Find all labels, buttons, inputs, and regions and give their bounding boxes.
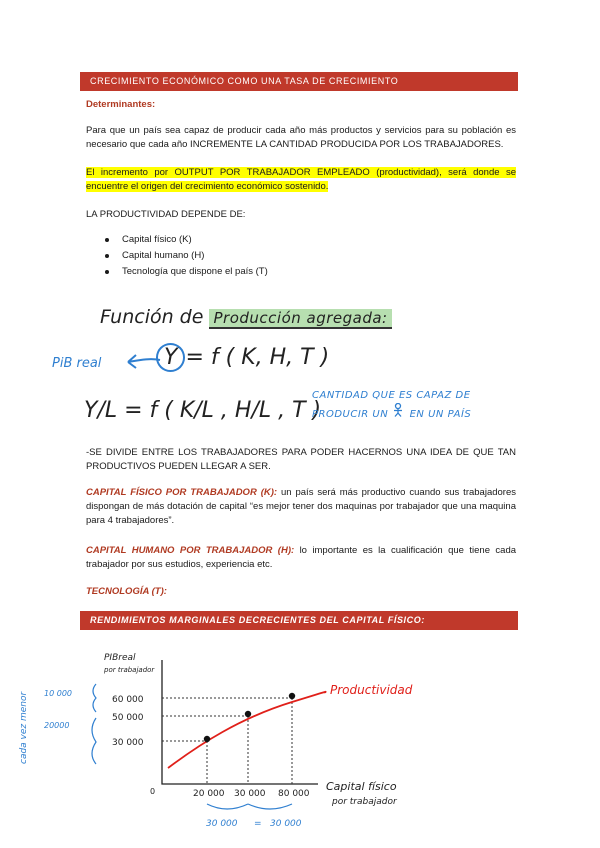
- productivity-chart: [0, 636, 600, 848]
- x-axis-label: Capital físico: [326, 780, 397, 793]
- funcion-prefix: Función de: [100, 306, 204, 328]
- y-axis-label: por trabajador: [104, 666, 155, 674]
- brace-mark: [207, 804, 248, 809]
- capital-humano-label: CAPITAL HUMANO POR TRABAJADOR (H):: [86, 545, 295, 556]
- list-item: Capital humano (H): [86, 248, 506, 264]
- side-note: cada vez menor: [19, 691, 29, 764]
- section-title: CRECIMIENTO ECONÓMICO COMO UNA TASA DE CRECIMIENTO: [90, 76, 399, 86]
- capital-fisico-label: CAPITAL FÍSICO POR TRABAJADOR (K):: [86, 487, 278, 498]
- brace-mark: [93, 684, 96, 712]
- determinantes-paragraph: Para que un país sea capaz de producir cada año más productos y servicios para su población es necesario que cada año INCREMENTE LA CANTIDAD PRODUCIDA POR LOS TRABAJADORES.: [86, 125, 516, 150]
- brace-label: 30 000: [206, 819, 238, 829]
- determinantes-heading: Determinantes:: [86, 99, 156, 110]
- pib-label: PiB real: [52, 356, 102, 371]
- y-tick-label: 30 000: [112, 738, 144, 748]
- list-item: Tecnología que dispone el país (T): [86, 264, 506, 280]
- section-header-2: [80, 611, 518, 630]
- y-tick-label: 60 000: [112, 695, 144, 705]
- brace-label: 30 000: [270, 819, 302, 829]
- output-y: Y: [156, 343, 185, 372]
- note-line-2: PRODUCIR UN: [312, 409, 389, 420]
- x-tick-label: 30 000: [234, 789, 266, 799]
- x-axis-label: por trabajador: [332, 797, 397, 807]
- brace-mark: [248, 804, 292, 809]
- section-2-title: RENDIMIENTOS MARGINALES DECRECIENTES DEL CAPITAL FÍSICO:: [90, 615, 425, 625]
- highlight-paragraph: [86, 166, 516, 194]
- section-header: [80, 72, 518, 91]
- x-tick-label: 20 000: [193, 789, 225, 799]
- capital-humano-paragraph: [86, 544, 516, 572]
- origin-label: 0: [150, 787, 156, 796]
- curve-label: Productividad: [330, 683, 413, 697]
- x-tick-label: 80 000: [278, 789, 310, 799]
- data-point: [245, 711, 251, 717]
- brace-mark: [92, 718, 96, 764]
- funcion-highlight: Producción agregada:: [209, 309, 391, 329]
- factors-list: [86, 232, 506, 280]
- equation-2: Y/L = f ( K/L , H/L , T ): [84, 398, 322, 423]
- brace-label: 20000: [44, 721, 70, 730]
- brace-label: 10 000: [44, 689, 72, 698]
- brace-label: =: [254, 819, 262, 829]
- productivity-curve: [168, 692, 326, 768]
- note-line-3: EN UN PAÍS: [409, 409, 472, 420]
- capital-humano-text: lo importante es la cualificación que tiene cada trabajador por sus estudios, experiencia etc.: [86, 545, 517, 570]
- equation-1-rhs: = f ( K, H, T ): [185, 345, 330, 370]
- y-axis-label: PIBreal: [104, 653, 136, 663]
- tecnologia-label: TECNOLOGÍA (T):: [86, 586, 167, 597]
- equation-1: [156, 343, 329, 372]
- divide-paragraph: -SE DIVIDE ENTRE LOS TRABAJADORES PARA PODER HACERNOS UNA IDEA DE QUE TAN PRODUCTIVOS PUEDEN LLEGAR A SER.: [86, 447, 516, 472]
- list-item: Capital físico (K): [86, 232, 506, 248]
- highlighted-text: El incremento por OUTPUT POR TRABAJADOR EMPLEADO (productividad), será donde se encuentre el origen del crecimiento económico sostenido.: [86, 167, 516, 192]
- y-tick-label: 50 000: [112, 713, 144, 723]
- funcion-heading: [100, 306, 392, 328]
- note-line-1: CANTIDAD QUE ES CAPAZ DE: [312, 390, 471, 401]
- data-point: [204, 736, 210, 742]
- productividad-intro: LA PRODUCTIVIDAD DEPENDE DE:: [86, 209, 246, 220]
- production-note: [312, 388, 471, 422]
- person-icon: [392, 403, 406, 422]
- capital-fisico-paragraph: [86, 486, 516, 528]
- data-point: [289, 693, 295, 699]
- capital-fisico-text: un país será más productivo cuando sus trabajadores dispongan de más dotación de capital “es mejor tener dos maquinas por trabajador que una maquina para 4 trabajadores”.: [86, 487, 516, 526]
